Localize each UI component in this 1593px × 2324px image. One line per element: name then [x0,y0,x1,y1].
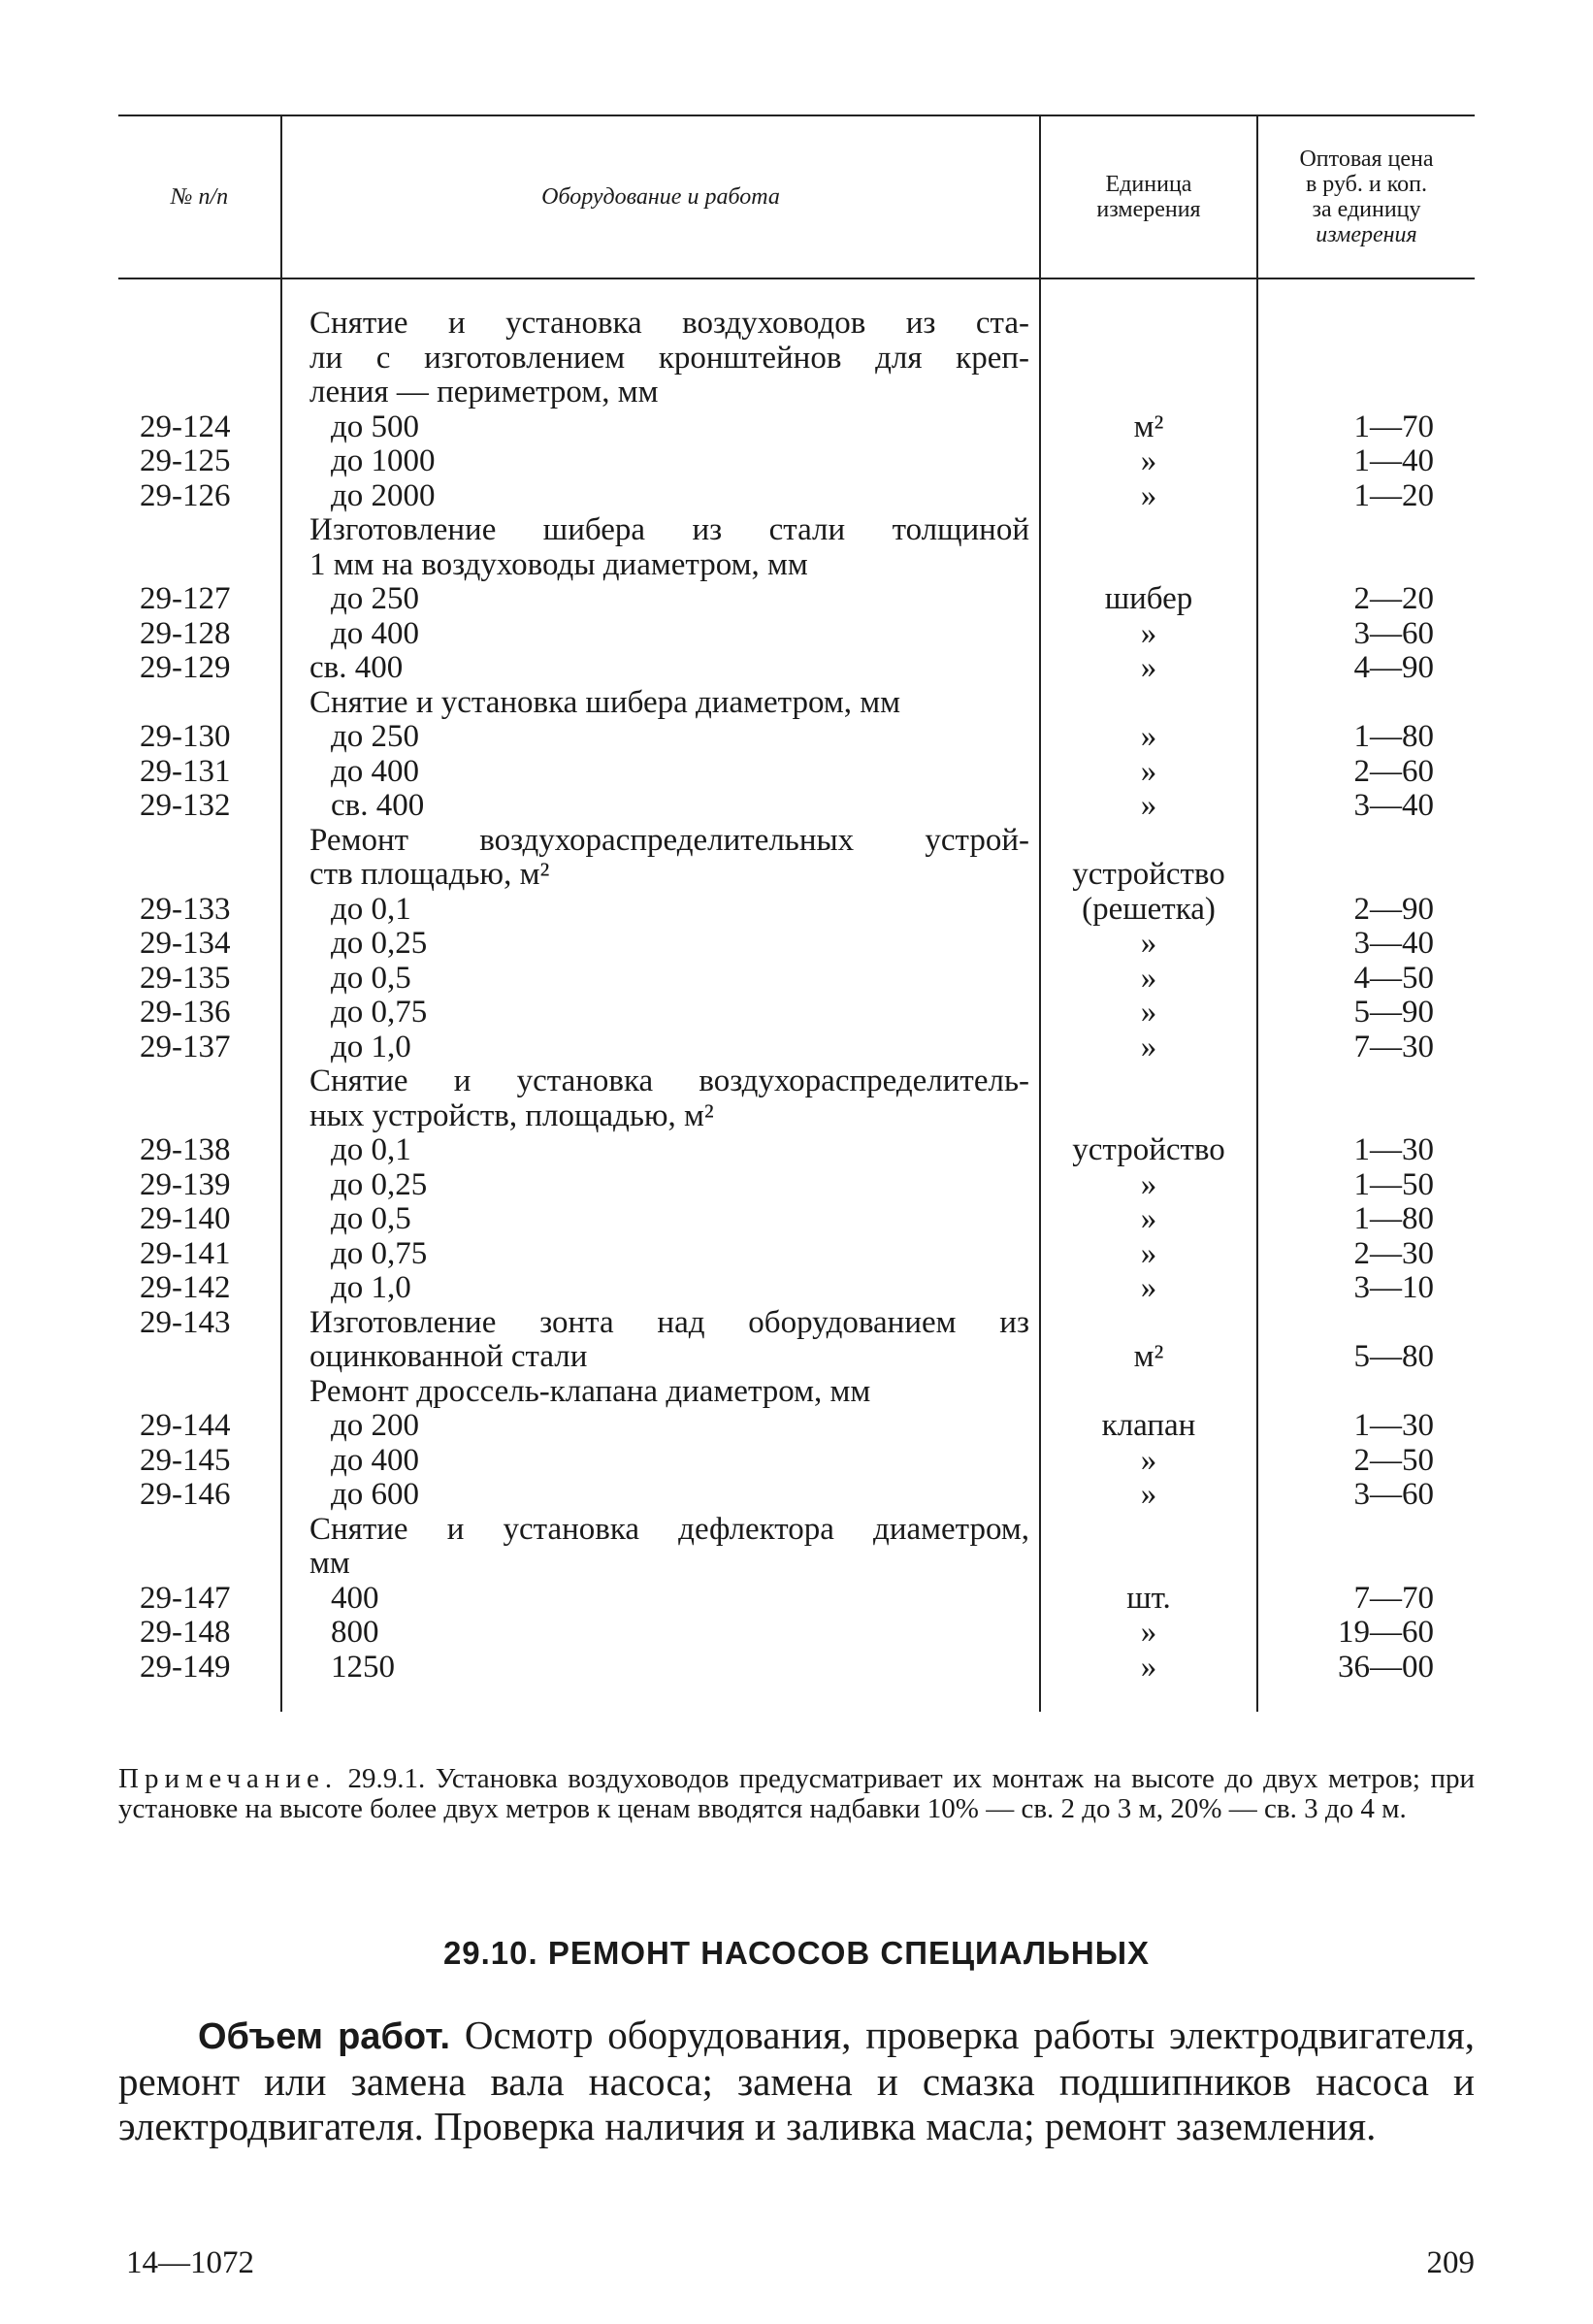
table-row [118,1237,1475,1272]
row-price: 3—60 [1257,1478,1475,1513]
table-row [118,789,1475,824]
price-table [118,115,1475,1712]
table-row [118,720,1475,755]
table-row [118,1616,1475,1651]
row-work: ств площадью, м² [281,858,1040,893]
row-work: оцинкованной стали [281,1340,1040,1375]
row-unit [1040,1375,1257,1410]
table-body [118,278,1475,1712]
paragraph-text: Осмотр оборудования, проверка работы электродвигателя, ремонт или замена вала насоса; замена и смазка подшипников насоса и электродвигателя. Проверка наличия и заливка масла; ремонт заземления. [118,2013,1475,2148]
row-work: Ремонт дроссель-клапана диаметром, мм [281,1375,1040,1410]
row-work: св. 400 [281,789,1040,824]
row-price [1257,513,1475,548]
row-price: 2—50 [1257,1444,1475,1479]
table-row [118,1064,1475,1099]
row-work: до 400 [281,755,1040,790]
row-price: 3—10 [1257,1271,1475,1306]
row-unit: » [1040,1478,1257,1513]
table-row [118,1547,1475,1582]
table-row [118,824,1475,859]
row-unit: » [1040,1237,1257,1272]
row-price: 3—40 [1257,927,1475,962]
row-work: Снятие и установка дефлектора диаметром, [281,1513,1040,1548]
row-num: 29-148 [140,1615,231,1650]
header-unit-line1: Единица [1105,172,1192,197]
row-price: 1—40 [1257,444,1475,479]
row-price: 2—60 [1257,755,1475,790]
row-num [118,376,281,410]
row-num: 29-135 [140,960,231,996]
row-work: 1250 [281,1651,1040,1713]
row-num: 29-145 [140,1442,231,1478]
note-text: 29.9.1. Установка воздуховодов предусматривает их монтаж на высоте до двух метров; при установке на высоте более двух метров к ценам вводятся надбавки 10% — св. 2 до 3 м, 20% — св. 3 до 4 м. [118,1763,1475,1824]
row-num: 29-125 [140,443,231,478]
row-price: 3—60 [1257,617,1475,652]
table-row [118,651,1475,686]
header-price-line2: в руб. и коп. [1305,172,1428,197]
table-row [118,1168,1475,1203]
table-row [118,1478,1475,1513]
row-num: 29-131 [140,753,231,789]
header-unit-line2: измерения [1096,197,1201,222]
row-work: до 0,75 [281,1237,1040,1272]
table-row [118,1133,1475,1168]
header-price [1257,115,1475,278]
row-work: ли с изготовлением кронштейнов для креп- [281,342,1040,376]
row-unit: устройство [1040,1133,1257,1168]
row-work: до 0,75 [281,996,1040,1031]
table-row [118,376,1475,410]
table-row [118,582,1475,617]
row-num [118,513,281,548]
row-work: Снятие и установка воздухораспределитель- [281,1064,1040,1099]
row-unit [1040,1064,1257,1099]
row-unit: » [1040,1168,1257,1203]
row-num [118,1099,281,1134]
row-price: 1—50 [1257,1168,1475,1203]
row-unit: устройство [1040,858,1257,893]
row-work: до 0,1 [281,893,1040,928]
row-unit: » [1040,1202,1257,1237]
table-row [118,617,1475,652]
row-unit [1040,1513,1257,1548]
row-unit: » [1040,479,1257,514]
row-num [118,1340,281,1375]
row-unit: » [1040,1031,1257,1065]
row-price: 1—70 [1257,410,1475,445]
row-unit: (решетка) [1040,893,1257,928]
row-num: 29-126 [140,477,231,513]
scope-paragraph [118,2013,1475,2148]
row-work: до 200 [281,1409,1040,1444]
table-row [118,479,1475,514]
footer-signature: 14—1072 [126,2245,254,2280]
row-num [118,1547,281,1582]
row-unit: м² [1040,1340,1257,1375]
row-num: 29-144 [140,1408,231,1443]
table-row [118,1306,1475,1341]
page-number: 209 [1426,2245,1475,2280]
row-work: до 250 [281,720,1040,755]
table-row [118,1409,1475,1444]
row-unit: » [1040,1271,1257,1306]
table-row [118,342,1475,376]
row-num [118,548,281,583]
table-row [118,1651,1475,1713]
row-unit: » [1040,1651,1257,1713]
row-price: 7—70 [1257,1582,1475,1617]
row-price: 4—50 [1257,962,1475,997]
row-work: до 600 [281,1478,1040,1513]
row-price [1257,1064,1475,1099]
row-price: 1—30 [1257,1409,1475,1444]
row-work: до 1,0 [281,1271,1040,1306]
row-num: 29-129 [140,650,231,685]
row-unit: » [1040,962,1257,997]
table-row [118,893,1475,928]
row-price: 5—90 [1257,996,1475,1031]
row-work: до 0,25 [281,927,1040,962]
row-num: 29-127 [140,581,231,616]
row-price: 2—30 [1257,1237,1475,1272]
price-table-container [118,115,1475,1712]
row-num: 29-143 [140,1304,231,1340]
table-row [118,1031,1475,1065]
paragraph-lead: Объем работ. [198,2016,451,2057]
row-work: Ремонт воздухораспределительных устрой- [281,824,1040,859]
row-unit: шт. [1040,1582,1257,1617]
row-unit: » [1040,651,1257,686]
row-unit: » [1040,789,1257,824]
row-price: 1—80 [1257,1202,1475,1237]
table-row [118,1375,1475,1410]
row-unit: » [1040,617,1257,652]
table-row [118,1582,1475,1617]
row-unit: » [1040,1616,1257,1651]
row-unit: » [1040,755,1257,790]
header-price-line3: за единицу [1312,197,1421,222]
table-row [118,444,1475,479]
row-num: 29-139 [140,1166,231,1202]
row-num [118,1064,281,1099]
table-row [118,1444,1475,1479]
table-row [118,1340,1475,1375]
row-work: до 0,25 [281,1168,1040,1203]
row-unit [1040,824,1257,859]
row-unit: » [1040,1444,1257,1479]
table-row [118,410,1475,445]
table-row [118,513,1475,548]
row-num: 29-147 [140,1580,231,1616]
row-num: 29-137 [140,1029,231,1064]
row-price [1257,824,1475,859]
row-work: Изготовление шибера из стали толщиной [281,513,1040,548]
row-unit: клапан [1040,1409,1257,1444]
row-work: св. 400 [281,651,1040,686]
header-num: № п/п [118,115,281,278]
row-price: 1—20 [1257,479,1475,514]
row-unit [1040,342,1257,376]
table-row [118,858,1475,893]
row-price [1257,548,1475,583]
row-work: до 500 [281,410,1040,445]
row-unit [1040,686,1257,721]
row-unit [1040,1306,1257,1341]
table-spacer-row [118,278,1475,307]
header-price-line4: измерения [1316,222,1417,247]
header-price-line1: Оптовая цена [1299,147,1434,172]
row-price: 19—60 [1257,1616,1475,1651]
table-row [118,686,1475,721]
row-price: 4—90 [1257,651,1475,686]
row-num [118,824,281,859]
row-num [118,1513,281,1548]
row-num: 29-132 [140,788,231,823]
row-price [1257,1547,1475,1582]
row-unit: » [1040,996,1257,1031]
row-work: ления — периметром, мм [281,376,1040,410]
header-unit [1040,115,1257,278]
row-num: 29-133 [140,891,231,927]
row-price: 2—20 [1257,582,1475,617]
header-work: Оборудование и работа [281,115,1040,278]
row-work: Снятие и установка шибера диаметром, мм [281,686,1040,721]
row-price [1257,858,1475,893]
row-work: Изготовление зонта над оборудованием из [281,1306,1040,1341]
row-unit: » [1040,444,1257,479]
row-num: 29-142 [140,1270,231,1305]
row-num: 29-141 [140,1235,231,1271]
row-work: до 400 [281,1444,1040,1479]
row-price: 36—00 [1257,1651,1475,1713]
table-row [118,1513,1475,1548]
row-price [1257,342,1475,376]
row-work: до 1000 [281,444,1040,479]
row-price: 7—30 [1257,1031,1475,1065]
row-work: 1 мм на воздуховоды диаметром, мм [281,548,1040,583]
row-unit [1040,513,1257,548]
row-price [1257,1375,1475,1410]
table-row [118,307,1475,342]
note-label: Примечание. [118,1763,339,1794]
row-unit: » [1040,720,1257,755]
row-work: мм [281,1547,1040,1582]
table-note [118,1764,1475,1824]
row-unit: » [1040,927,1257,962]
row-num [118,342,281,376]
row-price: 5—80 [1257,1340,1475,1375]
row-price [1257,686,1475,721]
row-work: 800 [281,1616,1040,1651]
row-price [1257,1099,1475,1134]
row-price [1257,1513,1475,1548]
table-row [118,996,1475,1031]
row-num [118,686,281,721]
row-num: 29-136 [140,995,231,1030]
row-num [118,858,281,893]
row-unit [1040,1547,1257,1582]
row-work: до 400 [281,617,1040,652]
row-price [1257,1306,1475,1341]
row-work: 400 [281,1582,1040,1617]
row-unit [1040,376,1257,410]
row-unit [1040,307,1257,342]
row-num: 29-128 [140,615,231,651]
table-row [118,548,1475,583]
row-unit: шибер [1040,582,1257,617]
row-work: до 0,5 [281,1202,1040,1237]
row-unit [1040,1099,1257,1134]
table-row [118,927,1475,962]
table-header [118,115,1475,278]
row-price: 1—30 [1257,1133,1475,1168]
table-row [118,962,1475,997]
row-num: 29-149 [140,1649,231,1685]
row-num: 29-134 [140,926,231,961]
row-work: до 250 [281,582,1040,617]
table-row [118,755,1475,790]
row-price: 2—90 [1257,893,1475,928]
row-work: до 1,0 [281,1031,1040,1065]
row-price [1257,376,1475,410]
row-num [118,307,281,342]
table-row [118,1099,1475,1134]
row-num [118,1375,281,1410]
row-work: до 0,5 [281,962,1040,997]
row-work: до 2000 [281,479,1040,514]
row-num: 29-146 [140,1477,231,1512]
table-row [118,1202,1475,1237]
row-unit [1040,548,1257,583]
row-work: Снятие и установка воздуховодов из ста- [281,307,1040,342]
row-work: ных устройств, площадью, м² [281,1099,1040,1134]
row-num: 29-138 [140,1132,231,1167]
section-title: 29.10. РЕМОНТ НАСОСОВ СПЕЦИАЛЬНЫХ [442,1935,1151,1971]
row-num: 29-130 [140,719,231,754]
row-work: до 0,1 [281,1133,1040,1168]
row-price: 1—80 [1257,720,1475,755]
row-num: 29-140 [140,1201,231,1236]
row-price: 3—40 [1257,789,1475,824]
table-row [118,1271,1475,1306]
row-unit: м² [1040,410,1257,445]
row-price [1257,307,1475,342]
row-num: 29-124 [140,409,231,444]
